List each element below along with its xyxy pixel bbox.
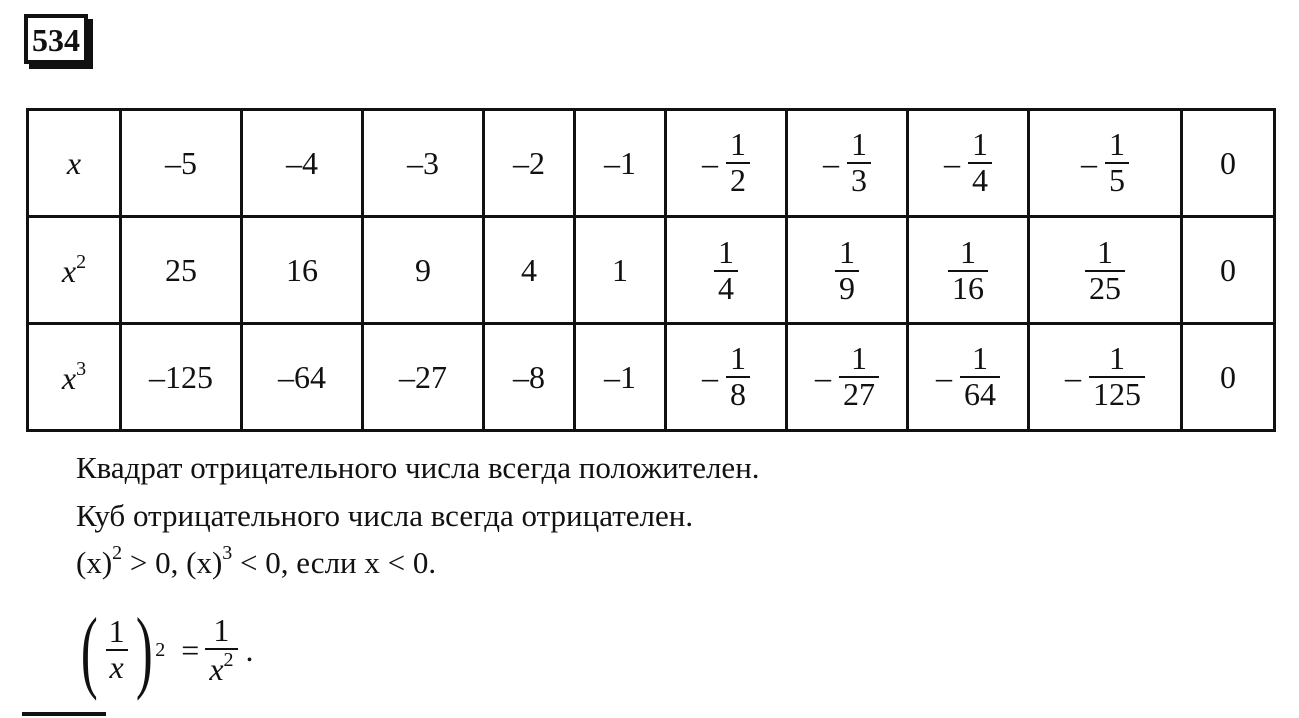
table-cell <box>242 324 363 431</box>
fraction-numerator: 1 <box>730 340 746 377</box>
minus-sign: – <box>702 144 718 181</box>
table-cell <box>121 324 242 431</box>
inequality-part-1: (x) <box>76 545 113 580</box>
table-cell <box>575 217 666 324</box>
fraction-numerator: 1 <box>730 126 746 163</box>
fraction-numerator: 1 <box>851 126 867 163</box>
fraction-denominator: 8 <box>726 376 750 412</box>
table-cell <box>121 217 242 324</box>
fraction-numerator: 1 <box>1109 340 1125 377</box>
fraction-denominator: 3 <box>847 162 871 198</box>
table-cell <box>363 324 484 431</box>
minus-sign: – <box>1065 358 1081 395</box>
row-header: $x^2$ <box>28 217 121 324</box>
table-cell <box>484 110 575 217</box>
cell-value: –3 <box>407 144 439 181</box>
minus-sign: – <box>936 358 952 395</box>
table-cell <box>363 110 484 217</box>
table-cell <box>1029 110 1182 217</box>
cell-value: –2 <box>513 144 545 181</box>
fraction-numerator: 1 <box>960 234 976 271</box>
table-cell <box>1182 217 1275 324</box>
table-cell <box>1182 324 1275 431</box>
cell-value: –1 <box>604 358 636 395</box>
cell-value: 9 <box>415 251 431 288</box>
fraction-numerator: 1 <box>718 234 734 271</box>
formula-left-fraction <box>105 615 129 684</box>
fraction-numerator: 1 <box>851 340 867 377</box>
inequality-line <box>76 542 436 581</box>
fraction <box>948 236 988 305</box>
table-cell <box>363 217 484 324</box>
fraction <box>839 342 879 411</box>
minus-sign: – <box>702 358 718 395</box>
cell-value: –4 <box>286 144 318 181</box>
table-cell <box>242 110 363 217</box>
row-header: x <box>28 110 121 217</box>
formula-left-den: x <box>106 649 128 685</box>
formula-right-num: 1 <box>213 611 230 648</box>
table-cell <box>575 110 666 217</box>
table-cell <box>666 324 787 431</box>
fraction-denominator: 4 <box>714 270 738 306</box>
table-cell <box>242 217 363 324</box>
formula-period: . <box>245 631 254 668</box>
table-cell <box>787 110 908 217</box>
minus-sign: – <box>944 144 960 181</box>
table-cell <box>787 217 908 324</box>
cell-value: 25 <box>165 251 197 288</box>
fraction-denominator: 25 <box>1085 270 1125 306</box>
formula-equals: = <box>181 631 200 668</box>
fraction-denominator: 16 <box>948 270 988 306</box>
cell-value: –5 <box>165 144 197 181</box>
formula-right-den: $x^2$ <box>205 648 237 687</box>
formula-left-num: 1 <box>108 613 125 650</box>
fraction <box>726 128 750 197</box>
fraction-numerator: 1 <box>1097 234 1113 271</box>
row-header: $x^3$ <box>28 324 121 431</box>
cell-value: –27 <box>399 358 447 395</box>
table-row <box>28 217 1275 324</box>
values-table <box>26 108 1276 432</box>
minus-sign: – <box>823 144 839 181</box>
fraction <box>1105 128 1129 197</box>
table-cell <box>121 110 242 217</box>
cell-value: 16 <box>286 251 318 288</box>
fraction <box>847 128 871 197</box>
table-cell <box>575 324 666 431</box>
left-paren: ( <box>80 599 98 701</box>
table-row <box>28 110 1275 217</box>
right-paren: ) <box>135 599 153 701</box>
fraction-denominator: 27 <box>839 376 879 412</box>
fraction-denominator: 125 <box>1089 376 1145 412</box>
inequality-part-2: > 0, (x) <box>122 545 223 580</box>
bottom-rule <box>22 712 106 716</box>
table-cell <box>484 324 575 431</box>
fraction-denominator: 64 <box>960 376 1000 412</box>
inequality-exp-1: 2 <box>112 542 123 564</box>
fraction-denominator: 5 <box>1105 162 1129 198</box>
table-cell <box>908 324 1029 431</box>
statement-cube: Куб отрицательного числа всегда отрицателен. <box>76 498 694 533</box>
cell-value: –8 <box>513 358 545 395</box>
fraction-denominator: 2 <box>726 162 750 198</box>
table-cell <box>666 217 787 324</box>
table-cell <box>1029 217 1182 324</box>
fraction-numerator: 1 <box>1109 126 1125 163</box>
cell-value: 0 <box>1220 251 1236 288</box>
fraction <box>960 342 1000 411</box>
fraction-numerator: 1 <box>972 340 988 377</box>
formula-right-fraction <box>205 611 237 687</box>
inequality-exp-2: 3 <box>222 542 233 564</box>
table-cell <box>1029 324 1182 431</box>
fraction <box>1089 342 1145 411</box>
inequality-part-3: < 0, если x < 0. <box>232 545 437 580</box>
table-cell <box>666 110 787 217</box>
cell-value: 0 <box>1220 358 1236 395</box>
cell-value: –64 <box>278 358 326 395</box>
fraction-numerator: 1 <box>972 126 988 163</box>
reciprocal-square-formula <box>74 600 254 700</box>
table-cell <box>908 217 1029 324</box>
cell-value: 1 <box>612 251 628 288</box>
fraction <box>714 236 738 305</box>
minus-sign: – <box>815 358 831 395</box>
fraction-denominator: 9 <box>835 270 859 306</box>
statement-square: Квадрат отрицательного числа всегда положителен. <box>76 450 760 485</box>
cell-value: 0 <box>1220 144 1236 181</box>
fraction <box>968 128 992 197</box>
table-cell <box>787 324 908 431</box>
formula-exponent: 2 <box>155 638 166 661</box>
table-cell <box>908 110 1029 217</box>
task-number: 534 <box>24 14 88 64</box>
cell-value: 4 <box>521 251 537 288</box>
fraction-denominator: 4 <box>968 162 992 198</box>
fraction-numerator: 1 <box>839 234 855 271</box>
fraction <box>1085 236 1125 305</box>
fraction <box>835 236 859 305</box>
table-row <box>28 324 1275 431</box>
table-cell <box>484 217 575 324</box>
cell-value: –1 <box>604 144 636 181</box>
table-cell <box>1182 110 1275 217</box>
minus-sign: – <box>1081 144 1097 181</box>
fraction <box>726 342 750 411</box>
cell-value: –125 <box>149 358 213 395</box>
